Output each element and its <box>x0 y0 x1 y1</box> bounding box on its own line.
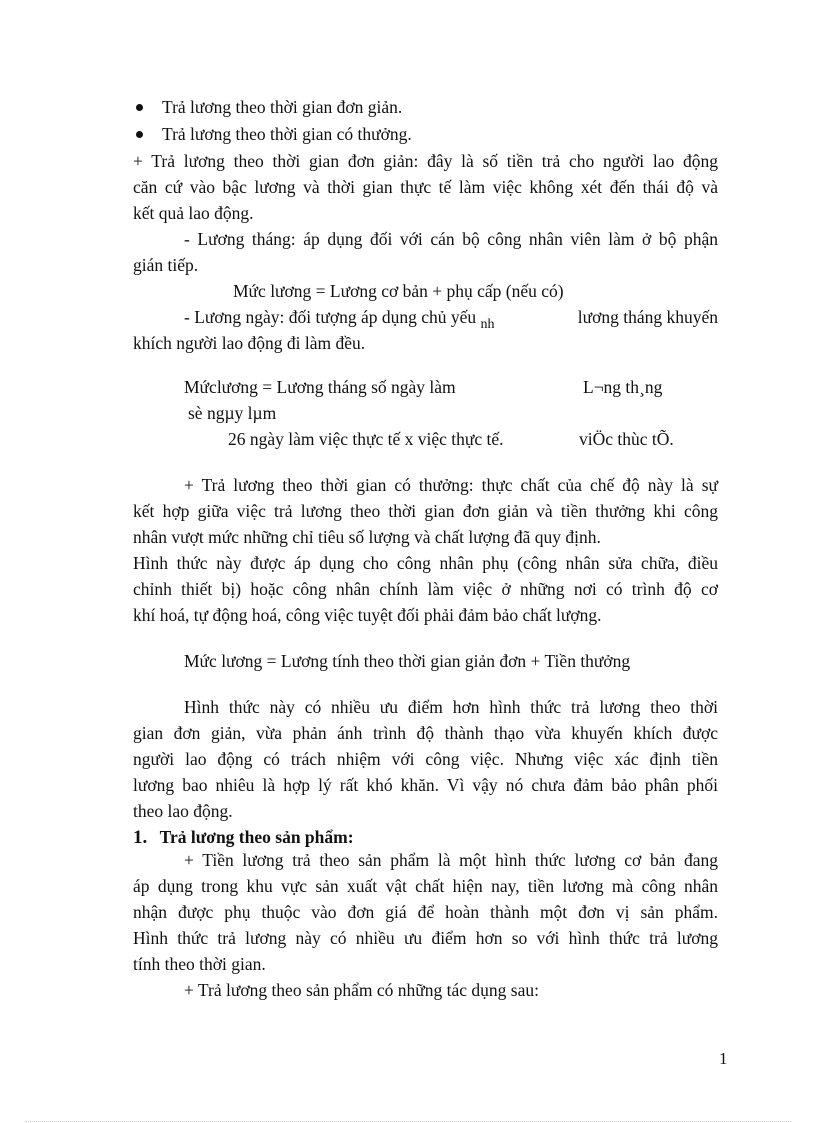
bullet-dot-icon <box>136 104 143 111</box>
bullet-item: Trả lương theo thời gian đơn giản. <box>162 97 403 117</box>
paragraph-line: - Lương tháng: áp dụng đối với cán bộ công nhân viên làm ở bộ phận <box>184 229 718 249</box>
paragraph-line: kết hợp giữa việc trả lương theo thời gian đơn giản và tiền thưởng khi công <box>133 501 718 521</box>
paragraph-line: + Trả lương theo thời gian đơn giản: đây là số tiền trả cho người lao động <box>133 151 718 171</box>
subscript-fragment: nh <box>480 317 495 332</box>
paragraph-line: gian đơn giản, vừa phản ánh trình độ thành thạo vừa khuyến khích được <box>133 723 718 743</box>
paragraph-line: + Trả lương theo thời gian có thưởng: thực chất của chế độ này là sự <box>184 475 718 495</box>
bullet-dot-icon <box>136 131 143 138</box>
paragraph-line: + Trả lương theo sản phẩm có những tác dụng sau: <box>184 980 539 1000</box>
paragraph-line: theo lao động. <box>133 801 233 821</box>
daily-wage-text-end: lương tháng khuyến <box>577 307 718 327</box>
paragraph-line: căn cứ vào bậc lương và thời gian thực tế làm việc không xét đến thái độ và <box>133 177 718 197</box>
paragraph-line: Hình thức này được áp dụng cho công nhân phụ (công nhân sửa chữa, điều <box>133 553 718 573</box>
formula-daily-denominator: sè ngµy lµm <box>188 403 277 423</box>
paragraph-line: người lao động có trách nhiệm với công việc. Nhưng việc xác định tiền <box>133 749 718 769</box>
paragraph-line: khí hoá, tự động hoá, công việc tuyệt đối phải đảm bảo chất lượng. <box>133 605 602 625</box>
formula-daily-right: viÖc thùc tÕ. <box>579 429 674 449</box>
paragraph-line: tính theo thời gian. <box>133 954 266 974</box>
formula-bonus: Mức lương = Lương tính theo thời gian giản đơn + Tiền thưởng <box>184 651 631 671</box>
paragraph-line: chỉnh thiết bị) hoặc công nhân chính làm việc ở những nơi có trình độ cơ <box>133 579 718 599</box>
page-break-divider <box>25 1121 791 1122</box>
page-number: 1 <box>719 1049 728 1068</box>
paragraph-line: nhận được phụ thuộc vào đơn giá để hoàn thành một đơn vị sản phẩm. <box>133 902 718 922</box>
section-heading <box>133 827 354 848</box>
paragraph-line: nhân vượt mức những chỉ tiêu số lượng và chất lượng đã quy định. <box>133 527 601 547</box>
paragraph-line: gián tiếp. <box>133 255 199 275</box>
paragraph-line: khích người lao động đi làm đều. <box>133 333 366 353</box>
bullet-item: Trả lương theo thời gian có thưởng. <box>162 124 412 144</box>
paragraph-line: kết quả lao động. <box>133 203 254 223</box>
daily-wage-text-start: - Lương ngày: đối tượng áp dụng chủ yếu $_{nh}$ <box>184 307 495 332</box>
section-heading-number: 1. <box>133 827 148 848</box>
paragraph-line: + Tiền lương trả theo sản phẩm là một hình thức lương cơ bản đang <box>184 850 718 870</box>
formula-daily-left: 26 ngày làm việc thực tế x việc thực tế. <box>228 429 504 449</box>
section-heading-title: Trả lương theo sản phẩm: <box>159 827 354 847</box>
paragraph-line: áp dụng trong khu vực sản xuất vật chất hiện nay, tiền lương mà công nhân <box>133 876 718 896</box>
formula-daily-right: L¬ng th¸ng <box>583 377 663 397</box>
paragraph-line <box>184 307 718 330</box>
paragraph-line: Hình thức trả lương này có nhiều ưu điểm hơn so với hình thức trả lương <box>133 928 718 948</box>
formula-monthly: Mức lương = Lương cơ bản + phụ cấp (nếu có) <box>233 281 564 301</box>
formula-daily-left: Mứclương = Lương tháng số ngày làm <box>184 377 456 397</box>
paragraph-line: Hình thức này có nhiều ưu điểm hơn hình thức trả lương theo thời <box>184 697 718 717</box>
paragraph-line: lương bao nhiêu là hợp lý rất khó khăn. Vì vậy nó chưa đảm bảo phân phối <box>133 775 718 795</box>
